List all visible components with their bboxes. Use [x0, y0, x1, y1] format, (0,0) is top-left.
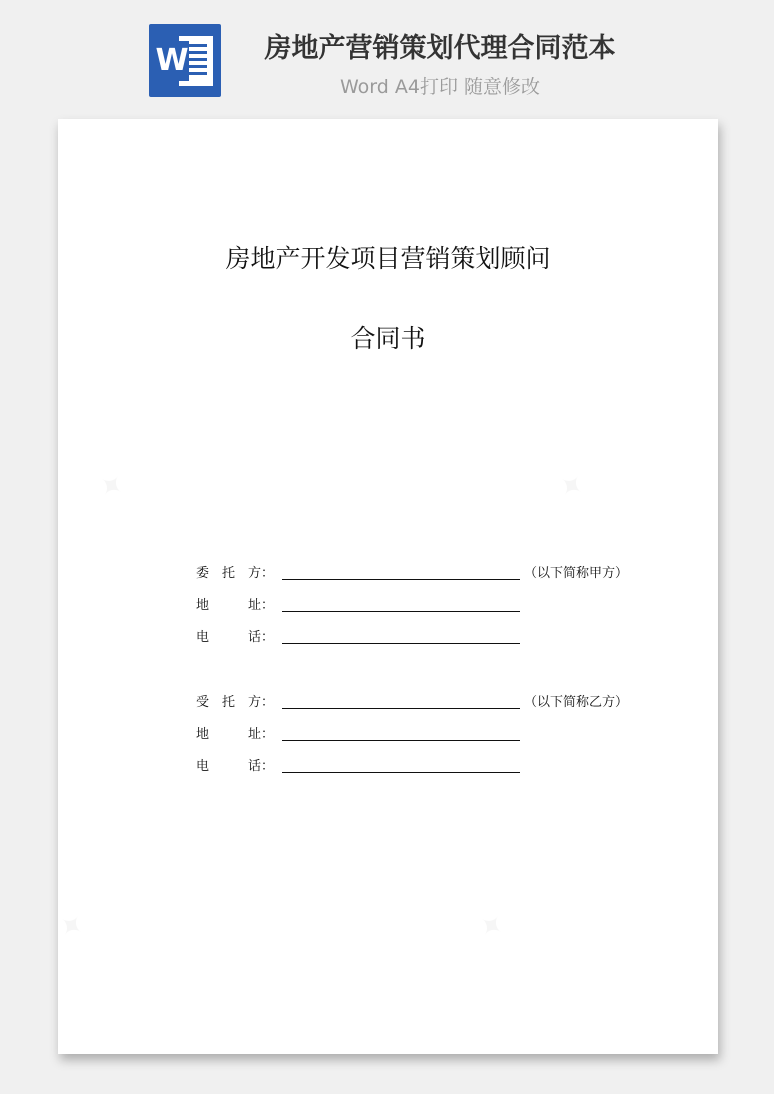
party-a-name-blank[interactable] — [282, 579, 520, 580]
party-b-phone-label: 电 话： — [196, 759, 275, 774]
party-b-phone-blank[interactable] — [282, 772, 520, 773]
watermark — [50, 905, 91, 948]
party-b-name-label: 受 托 方： — [196, 695, 275, 710]
party-b-address-label: 地 址： — [196, 727, 275, 742]
document-page — [58, 119, 718, 1054]
watermark — [550, 465, 591, 508]
party-a-name-label: 委 托 方： — [196, 566, 275, 581]
watermark — [90, 465, 131, 508]
watermark — [470, 905, 511, 948]
word-icon-letter: W — [155, 41, 189, 81]
party-b-address-blank[interactable] — [282, 740, 520, 741]
document-title-line1: 房地产开发项目营销策划顾问 — [225, 244, 551, 273]
header — [0, 0, 774, 110]
party-a-address-blank[interactable] — [282, 611, 520, 612]
document-title-line2: 合同书 — [350, 324, 426, 353]
header-subtitle: Word A4打印 随意修改 — [339, 76, 540, 98]
party-a-note: （以下简称甲方） — [524, 566, 629, 581]
party-b-name-blank[interactable] — [282, 708, 520, 709]
party-b-note: （以下简称乙方） — [524, 695, 629, 710]
party-a-phone-label: 电 话： — [196, 630, 275, 645]
party-a-address-label: 地 址： — [196, 598, 275, 613]
word-icon — [149, 24, 221, 97]
party-a-phone-blank[interactable] — [282, 643, 520, 644]
header-title: 房地产营销策划代理合同范本 — [264, 33, 616, 64]
